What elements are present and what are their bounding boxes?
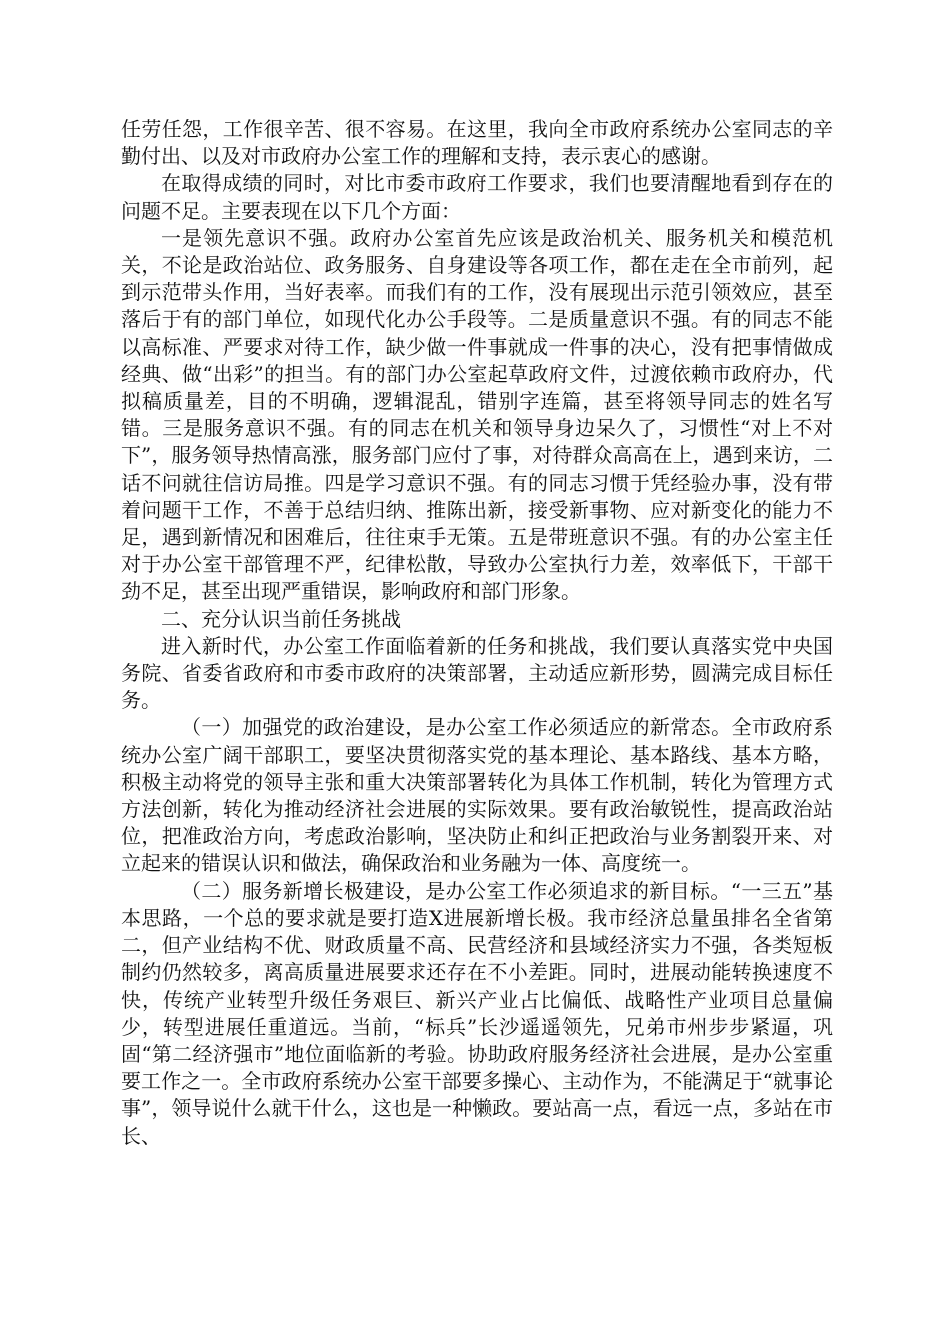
document-page bbox=[121, 116, 833, 1150]
section-heading-2: 二、充分认识当前任务挑战 bbox=[161, 606, 401, 631]
paragraph-thanks-continuation: 任劳任怨，工作很辛苦、很不容易。在这里，我向全市政府系统办公室同志的辛勤付出、以及对市政府办公室工作的理解和支持，表示衷心的感谢。 bbox=[121, 117, 833, 169]
paragraph-subsection-2: （二）服务新增长极建设，是办公室工作必须追求的新目标。“一三五”基本思路，一个总的要求就是要打造X进展新增长极。我市经济总量虽排名全省第二，但产业结构不优、财政质量不高、民营经济和县域经济实力不强，各类短板制约仍然较多，离高质量进展要求还存在不小差距。同时，进展动能转换速度不快，传统产业转型升级任务艰巨、新兴产业占比偏低、战略性产业项目总量偏少，转型进展任重道远。当前，“标兵”长沙遥遥领先，兄弟市州步步紧逼，巩固“第二经济强市”地位面临新的考验。协助政府服务经济社会进展，是办公室重要工作之一。全市政府系统办公室干部要多操心、主动作为，不能满足于“就事论事”，领导说什么就干什么，这也是一种懒政。要站高一点，看远一点，多站在市长、 bbox=[121, 878, 833, 1148]
paragraph-subsection-1: （一）加强党的政治建设，是办公室工作必须适应的新常态。全市政府系统办公室广阔干部职工，要坚决贯彻落实党的基本理论、基本路线、基本方略，积极主动将党的领导主张和重大决策部署转化为具体工作机制，转化为管理方式方法创新，转化为推动经济社会进展的实际效果。要有政治敏锐性，提高政治站位，把准政治方向，考虑政治影响，坚决防止和纠正把政治与业务割裂开来、对立起来的错误认识和做法，确保政治和业务融为一体、高度统一。 bbox=[121, 715, 833, 876]
paragraph-new-era: 进入新时代，办公室工作面临着新的任务和挑战，我们要认真落实党中央国务院、省委省政府和市委市政府的决策部署，主动适应新形势，圆满完成目标任务。 bbox=[121, 633, 833, 713]
paragraph-problems-intro: 在取得成绩的同时，对比市委市政府工作要求，我们也要清醒地看到存在的问题不足。主要表现在以下几个方面： bbox=[121, 171, 833, 223]
paragraph-problems-list: 一是领先意识不强。政府办公室首先应该是政治机关、服务机关和模范机关，不论是政治站位、政务服务、自身建设等各项工作，都在走在全市前列，起到示范带头作用，当好表率。而我们有的工作，没有展现出示范引领效应，甚至落后于有的部门单位，如现代化办公手段等。二是质量意识不强。有的同志不能以高标准、严要求对待工作，缺少做一件事就成一件事的决心，没有把事情做成经典、做“出彩”的担当。有的部门办公室起草政府文件，过渡依赖市政府办，代拟稿质量差，目的不明确，逻辑混乱，错别字连篇，甚至将领导同志的姓名写错。三是服务意识不强。有的同志在机关和领导身边呆久了，习惯性“对上不对下”，服务领导热情高涨，服务部门应付了事，对待群众高高在上，遇到来访，二话不问就往信访局推。四是学习意识不强。有的同志习惯于凭经验办事，没有带着问题干工作，不善于总结归纳、推陈出新，接受新事物、应对新变化的能力不足，遇到新情况和困难后，往往束手无策。五是带班意识不强。有的办公室主任对于办公室干部管理不严，纪律松散，导致办公室执行力差，效率低下，干部干劲不足，甚至出现严重错误，影响政府和部门形象。 bbox=[121, 225, 833, 604]
